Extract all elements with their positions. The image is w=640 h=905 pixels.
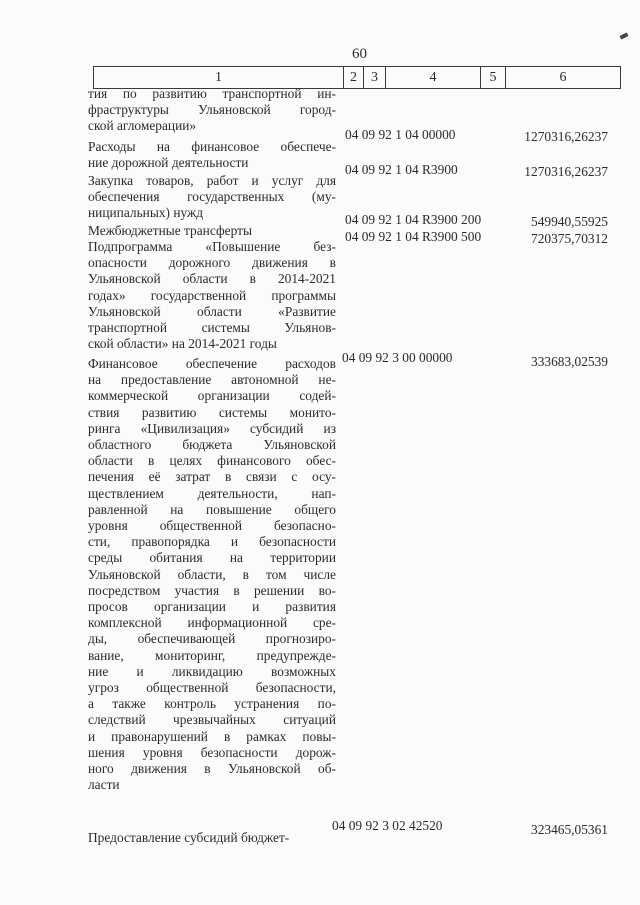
row-description-5 — [88, 356, 336, 793]
scan-mark — [620, 32, 629, 39]
text-line: тия по развитию транспортной ин- — [88, 86, 336, 101]
text-line: ласти — [88, 777, 120, 793]
text-line: фраструктуры Ульяновской город- — [88, 102, 336, 118]
text-line: ние и ликвидацию возможных — [88, 663, 336, 679]
row-description-6 — [88, 830, 336, 846]
text-line: обеспечения государственных (му- — [88, 189, 336, 205]
text-line: Закупка товаров, работ и услуг для — [88, 173, 336, 188]
text-line: шения уровня безопасности дорож- — [88, 744, 336, 760]
text-line: следствий чрезвычайных ситуаций — [88, 712, 336, 728]
text-line: Ульяновской области в 2014-2021 — [88, 271, 336, 287]
row-code-6: 04 09 92 3 02 42520 — [332, 818, 443, 833]
text-line: ринга «Цивилизация» субсидий из — [88, 420, 336, 436]
text-line: среды обитания на территории — [88, 550, 336, 566]
row-amount-4: 720375,70312 — [531, 231, 608, 246]
text-line: равленной на повышение общего — [88, 501, 336, 517]
row-description-2 — [88, 173, 336, 222]
row-amount-1: 1270316,26237 — [524, 129, 608, 144]
row-code-1: 04 09 92 1 04 00000 — [345, 127, 456, 142]
row-description-1 — [88, 139, 336, 171]
text-line: Финансовое обеспечение расходов — [88, 356, 336, 371]
row-description-3 — [88, 223, 336, 239]
text-line: посредством участия в решении во- — [88, 582, 336, 598]
text-line: ской агломерации» — [88, 118, 197, 134]
text-line: ской области» на 2014-2021 годы — [88, 336, 277, 352]
row-description-0 — [88, 86, 336, 135]
column-header-4: 4 — [386, 67, 481, 89]
text-line: угроз общественной безопасности, — [88, 680, 336, 696]
column-header-3: 3 — [364, 67, 386, 89]
page-number: 60 — [352, 46, 367, 62]
row-code-2: 04 09 92 1 04 R3900 — [345, 162, 458, 177]
text-line: уровня общественной безопасно- — [88, 518, 336, 534]
text-line: ствия развитию системы монито- — [88, 404, 336, 420]
text-line: и правонарушений в рамках повы- — [88, 728, 336, 744]
text-line: а также контроль устранения по- — [88, 696, 336, 712]
text-line: опасности дорожного движения в — [88, 255, 336, 271]
text-line: ние дорожной деятельности — [88, 155, 249, 171]
row-code-5: 04 09 92 3 00 00000 — [342, 350, 453, 365]
row-amount-2: 1270316,26237 — [524, 164, 608, 179]
text-line: Подпрограмма «Повышение без- — [88, 239, 336, 254]
text-line: Ульяновской области, в том числе — [88, 566, 336, 582]
row-description-4 — [88, 239, 336, 352]
text-line: областного бюджета Ульяновской — [88, 437, 336, 453]
row-amount-5: 333683,02539 — [531, 354, 608, 369]
row-amount-3: 549940,55925 — [531, 214, 608, 229]
text-line: вание, мониторинг, предупрежде- — [88, 647, 336, 663]
text-line: ществлением деятельности, нап- — [88, 485, 336, 501]
column-header-5: 5 — [481, 67, 506, 89]
text-line: ного движения в Ульяновской об- — [88, 761, 336, 777]
text-line: транспортной системы Ульянов- — [88, 320, 336, 336]
text-line: коммерческой организации содей- — [88, 388, 336, 404]
row-code-3: 04 09 92 1 04 R3900 200 — [345, 212, 482, 227]
text-line: на предоставление автономной не- — [88, 372, 336, 388]
text-line: Ульяновской области «Развитие — [88, 303, 336, 319]
row-amount-6: 323465,05361 — [531, 822, 608, 837]
text-line: Межбюджетные трансферты — [88, 223, 252, 238]
text-line: ды, обеспечивающей прогнозиро- — [88, 631, 336, 647]
text-line: Расходы на финансовое обеспече- — [88, 139, 336, 154]
text-line: сти, правопорядка и безопасности — [88, 534, 336, 550]
column-header-1: 1 — [94, 67, 344, 89]
text-line: ниципальных) нужд — [88, 205, 204, 221]
text-line: Предоставление субсидий бюджет- — [88, 830, 290, 845]
text-line: области в целях финансового обес- — [88, 453, 336, 469]
column-header-2: 2 — [344, 67, 364, 89]
text-line: просов организации и развития — [88, 599, 336, 615]
column-header-6: 6 — [506, 67, 621, 89]
row-code-4: 04 09 92 1 04 R3900 500 — [345, 229, 482, 244]
text-line: печения её затрат в связи с осу- — [88, 469, 336, 485]
text-line: комплексной информационной сре- — [88, 615, 336, 631]
text-line: годах» государственной программы — [88, 287, 336, 303]
